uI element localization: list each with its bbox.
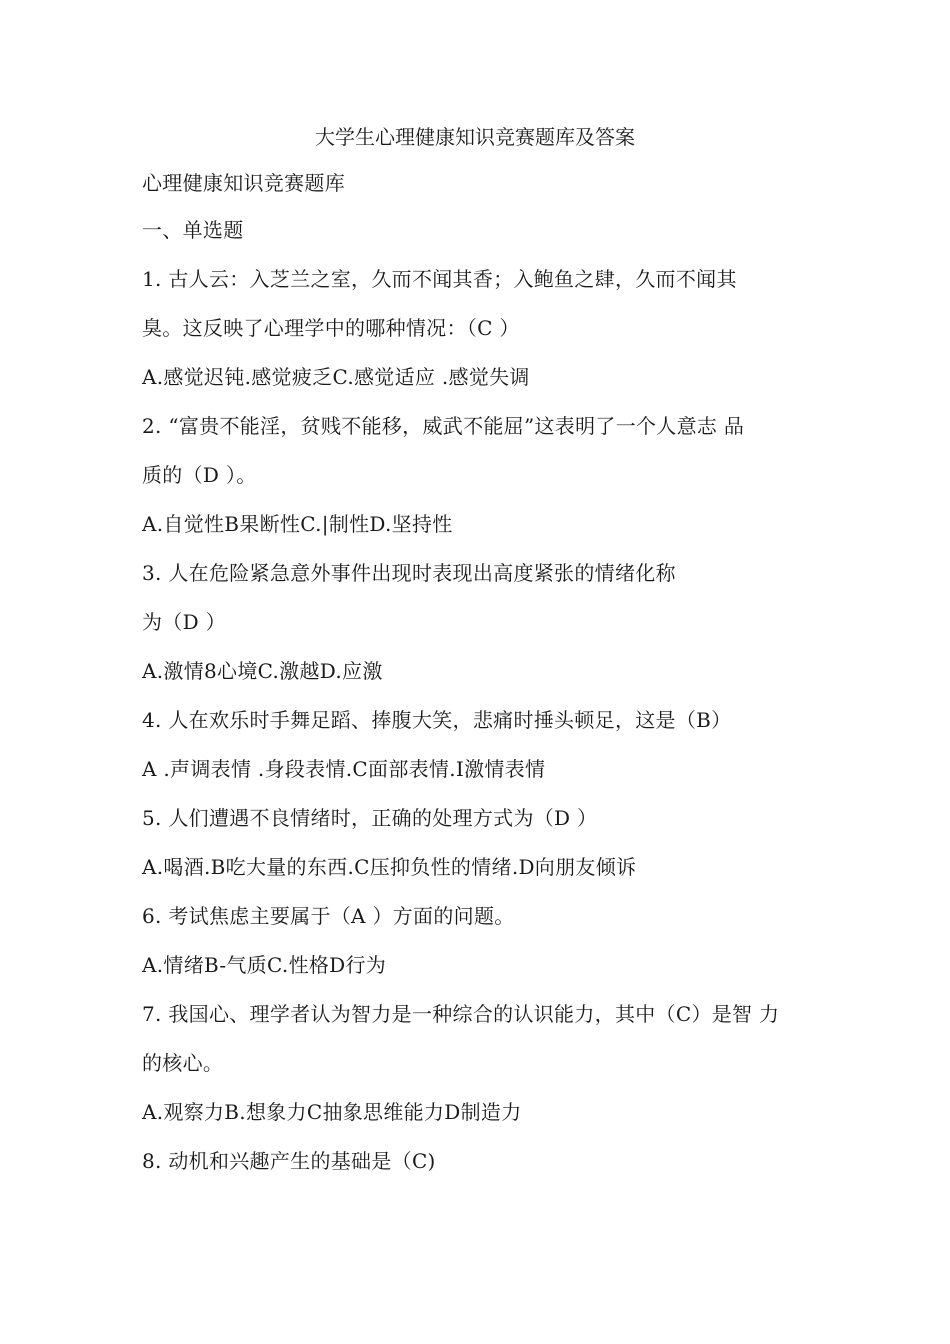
question-2-line-1: 2. “富贵不能淫，贫贱不能移，威武不能屈”这表明了一个人意志 品 (142, 414, 745, 438)
question-3-line-2: 为（D ） (142, 610, 226, 634)
question-2-line-2: 质的（D ）。 (142, 463, 257, 487)
question-1-line-2: 臭。这反映了心理学中的哪种情况：（C ） (142, 316, 520, 340)
question-1-line-1: 1. 古人云：入芝兰之室，久而不闻其香；入鲍鱼之肆，久而不闻其 (142, 267, 737, 291)
question-5-options: A.喝酒.B吃大量的东西.C压抑负性的情绪.D向朋友倾诉 (142, 855, 637, 879)
question-4-options: A .声调表情 .身段表情.C面部表情.I激情表情 (142, 757, 546, 781)
question-7-options: A.观察力B.想象力C抽象思维能力D制造力 (142, 1100, 522, 1124)
question-3-line-1: 3. 人在危险紧急意外事件出现时表现出高度紧张的情绪化称 (142, 561, 676, 585)
question-7-line-2: 的核心。 (142, 1051, 224, 1075)
question-6-options: A.情绪B-气质C.性格D行为 (142, 953, 387, 977)
section-heading: 一、单选题 (142, 218, 244, 242)
question-4-line-1: 4. 人在欢乐时手舞足蹈、捧腹大笑，悲痛时捶头顿足，这是（B） (142, 708, 732, 732)
question-5-line-1: 5. 人们遭遇不良情绪时，正确的处理方式为（D ） (142, 806, 598, 830)
document-title: 大学生心理健康知识竞赛题库及答案 (315, 125, 635, 149)
question-6-line-1: 6. 考试焦虑主要属于（A ）方面的问题。 (142, 904, 515, 928)
question-7-line-1: 7. 我国心、理学者认为智力是一种综合的认识能力，其中（C）是智 力 (142, 1002, 780, 1026)
question-8-line-1: 8. 动机和兴趣产生的基础是（C) (142, 1149, 436, 1173)
question-3-options: A.激情8心境C.激越D.应激 (142, 659, 383, 683)
document-subtitle: 心理健康知识竞赛题库 (142, 171, 345, 195)
question-1-options: A.感觉迟钝.感觉疲乏C.感觉适应 .感觉失调 (142, 365, 530, 389)
question-2-options: A.自觉性B果断性C.|制性D.坚持性 (142, 512, 453, 536)
